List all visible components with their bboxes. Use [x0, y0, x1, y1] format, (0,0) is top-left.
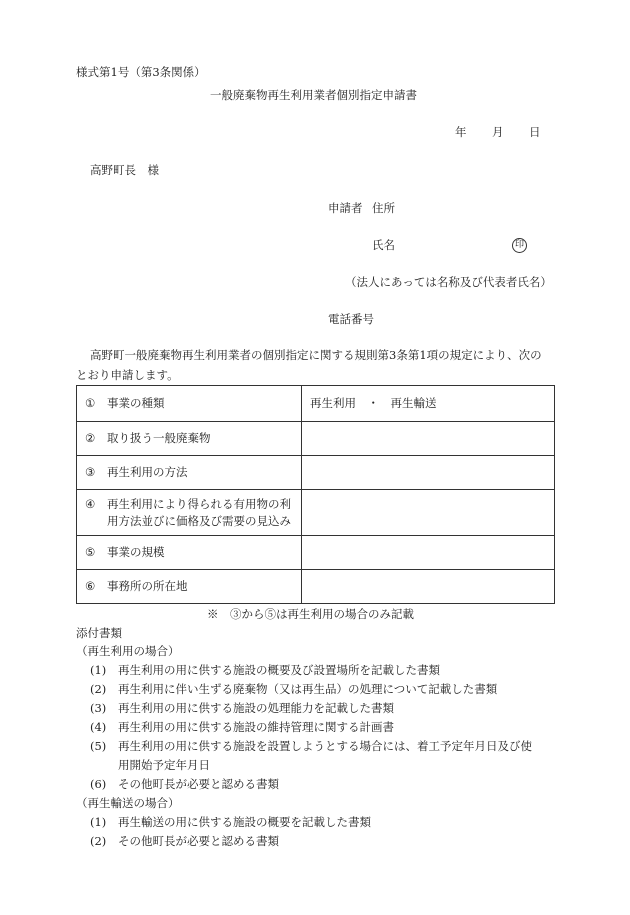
row-number: ①	[85, 396, 96, 411]
row-label	[77, 456, 302, 490]
list-item-text: 再生利用の用に供する施設を設置しようとする場合には、着工予定年月日及び使	[118, 739, 532, 753]
list-item-number: (5)	[90, 739, 107, 753]
list-item	[90, 684, 497, 696]
recycle-transport-heading: （再生輸送の場合）	[76, 796, 180, 810]
table-row	[77, 386, 555, 422]
list-item-number: (6)	[90, 777, 107, 791]
table-row	[77, 570, 555, 604]
list-item	[90, 703, 394, 715]
list-item	[90, 665, 440, 677]
list-item	[90, 741, 532, 753]
document-title: 一般廃棄物再生利用業者個別指定申請書	[210, 88, 417, 102]
row-value[interactable]	[302, 490, 555, 536]
row-label	[77, 386, 302, 422]
attachments-heading: 添付書類	[76, 626, 122, 640]
row-label-text: 取り扱う一般廃棄物	[107, 431, 211, 446]
list-item-number: (3)	[90, 701, 107, 715]
row-label-text: 事務所の所在地	[107, 579, 188, 594]
row-number: ③	[85, 465, 96, 480]
row-value[interactable]	[302, 536, 555, 570]
name-label: 氏名	[372, 238, 395, 252]
list-item-text: 再生利用の用に供する施設の処理能力を記載した書類	[118, 701, 394, 715]
corporate-note: （法人にあっては名称及び代表者氏名）	[345, 275, 552, 289]
date-day: 日	[529, 125, 541, 139]
list-item-number: (1)	[90, 815, 107, 829]
date-year: 年	[455, 125, 467, 139]
intro-line-1: 高野町一般廃棄物再生利用業者の個別指定に関する規則第3条第1項の規定により、次の	[90, 348, 542, 362]
list-item	[90, 817, 371, 829]
list-item-text: 再生利用の用に供する施設の概要及び設置場所を記載した書類	[118, 663, 440, 677]
table-row	[77, 536, 555, 570]
seal-mark	[512, 238, 527, 253]
row-number: ⑤	[85, 545, 96, 560]
list-item-text: 再生利用に伴い生ずる廃棄物（又は再生品）の処理について記載した書類	[118, 682, 498, 696]
list-item	[90, 836, 279, 848]
date-month: 月	[492, 125, 504, 139]
row-label-text: 再生利用の方法	[107, 465, 188, 480]
row-label-text: 事業の規模	[107, 545, 165, 560]
row-number: ⑥	[85, 579, 96, 594]
table-note: ※ ③から⑤は再生利用の場合のみ記載	[207, 607, 414, 621]
list-item-text: 再生輸送の用に供する施設の概要を記載した書類	[118, 815, 371, 829]
row-value[interactable]	[302, 570, 555, 604]
list-item-number: (1)	[90, 663, 107, 677]
form-number: 様式第1号（第3条関係）	[76, 65, 206, 79]
row-number: ④	[85, 496, 96, 511]
row-label	[77, 490, 302, 536]
intro-line-2: とおり申請します。	[76, 368, 179, 382]
row-value[interactable]	[302, 456, 555, 490]
applicant-label: 申請者	[328, 201, 363, 215]
seal-icon: 印	[512, 238, 527, 253]
row-number: ②	[85, 431, 96, 446]
table-row	[77, 422, 555, 456]
list-item-text: その他町長が必要と認める書類	[118, 777, 279, 791]
address-label: 住所	[372, 201, 395, 215]
list-item	[90, 779, 279, 791]
row-label	[77, 422, 302, 456]
phone-label: 電話番号	[328, 312, 374, 326]
list-item-text: その他町長が必要と認める書類	[118, 834, 279, 848]
row-value[interactable]	[302, 422, 555, 456]
list-item-number: (4)	[90, 720, 107, 734]
list-item-continuation: 用開始予定年月日	[118, 758, 210, 772]
application-table	[76, 385, 555, 604]
row-label-text: 事業の種類	[107, 396, 165, 411]
row-label	[77, 536, 302, 570]
table-row	[77, 490, 555, 536]
row-label-text: 再生利用により得られる有用物の利用方法並びに価格及び需要の見込み	[107, 496, 291, 528]
recycle-use-heading: （再生利用の場合）	[76, 644, 180, 658]
list-item-text: 再生利用の用に供する施設の維持管理に関する計画書	[118, 720, 394, 734]
table-row	[77, 456, 555, 490]
addressee: 高野町長 様	[90, 163, 159, 177]
row-value[interactable]: 再生利用 ・ 再生輸送	[302, 386, 555, 422]
list-item-number: (2)	[90, 682, 107, 696]
row-label	[77, 570, 302, 604]
list-item	[90, 722, 394, 734]
list-item-number: (2)	[90, 834, 107, 848]
